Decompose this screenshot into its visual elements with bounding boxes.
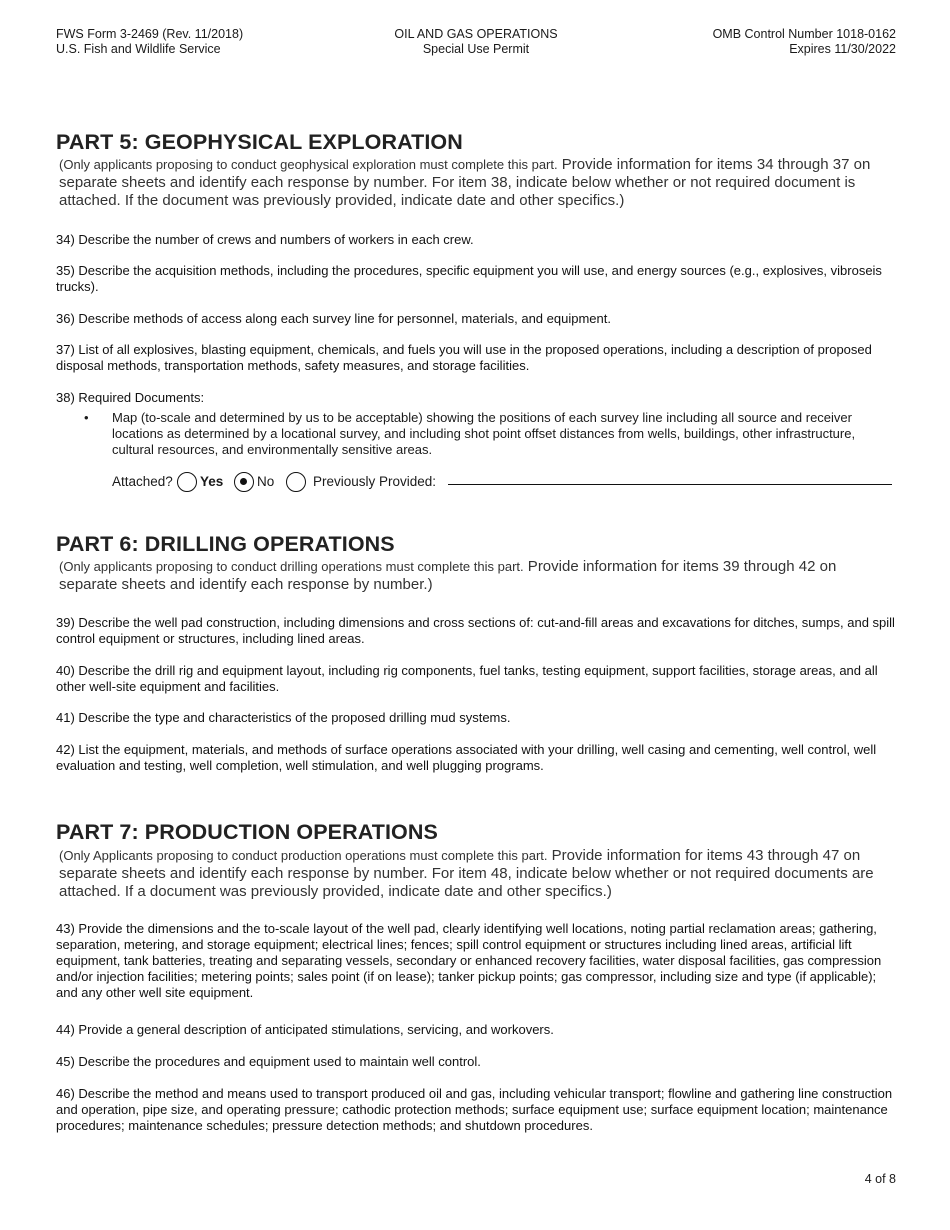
- previously-provided-label: Previously Provided:: [313, 474, 437, 489]
- form-id: FWS Form 3-2469 (Rev. 11/2018): [56, 27, 244, 41]
- form-subtitle: Special Use Permit: [422, 42, 530, 56]
- attached-yes-label: Yes: [200, 474, 224, 489]
- header-right: [713, 27, 896, 57]
- item-45: 45) Describe the procedures and equipment used to maintain well control.: [56, 1054, 481, 1069]
- part7-intro-small: (Only Applicants proposing to conduct production operations must complete this part.: [59, 848, 548, 863]
- form-title: OIL AND GAS OPERATIONS: [394, 27, 558, 41]
- part6-title: PART 6: DRILLING OPERATIONS: [56, 532, 395, 556]
- part5-intro-rest: Provide information for items 34 through 37 on separate sheets and identify each response by number. For item 38, indicate below whether or not required document is attached. If the document was previously provided, indicate date and other specifics.): [59, 156, 871, 209]
- expiration-date: Expires 11/30/2022: [789, 42, 896, 56]
- item-36: 36) Describe methods of access along each survey line for personnel, materials, and equipment.: [56, 311, 611, 326]
- item-42: 42) List the equipment, materials, and methods of surface operations associated with your drilling, well casing and cementing, well control, well evaluation and testing, well completion, well stimulation, and well plugging programs.: [56, 742, 877, 773]
- omb-control-number: OMB Control Number 1018-0162: [712, 27, 896, 41]
- item-40: 40) Describe the drill rig and equipment layout, including rig components, fuel tanks, testing equipment, support facilities, storage areas, and all other well-site equipment and facilities.: [56, 663, 878, 694]
- item-39: 39) Describe the well pad construction, including dimensions and cross sections of: cut-and-fill areas and excavations for ditches, sumps, and spill control equipment or structures, including lined areas.: [56, 615, 895, 646]
- previously-provided-radio[interactable]: [286, 472, 306, 492]
- part7-title: PART 7: PRODUCTION OPERATIONS: [56, 820, 438, 844]
- part6-intro-rest: Provide information for items 39 through 42 on separate sheets and identify each response by number.): [59, 558, 837, 593]
- attached-question-row: [112, 471, 902, 495]
- item-37: 37) List of all explosives, blasting equipment, chemicals, and fuels you will use in the proposed operations, including a description of proposed disposal methods, transportation methods, safety measures, and storage facilities.: [56, 342, 872, 373]
- part7-intro-rest: Provide information for items 43 through 47 on separate sheets and identify each response by number. For item 48, indicate below whether or not required documents are attached. If a document was previously provided, indicate date and other specifics.): [59, 847, 874, 900]
- part6-intro: [59, 558, 897, 594]
- form-page: [56, 0, 896, 1230]
- part5-intro: [59, 156, 897, 210]
- item-43: 43) Provide the dimensions and the to-scale layout of the well pad, clearly identifying well locations, noting partial reclamation areas; gathering, separation, metering, and storage equipment; electrical lines; fences; spill control equipment or structures including lined areas, artificial lift equipment, tank batteries, treating and separating vessels, secondary or enhanced recovery facilities, water disposal facilities, gas compression and/or injection facilities; metering points; sales point (if on lease); tanker pickup points; gas compressor, including size and type (if applicable); and any other well site equipment.: [56, 921, 882, 1000]
- part7-intro: [59, 847, 897, 901]
- item-35: 35) Describe the acquisition methods, including the procedures, specific equipment you will use, and energy sources (e.g., explosives, vibroseis trucks).: [56, 263, 882, 294]
- item-41: 41) Describe the type and characteristics of the proposed drilling mud systems.: [56, 710, 511, 725]
- previously-provided-input[interactable]: [448, 484, 892, 485]
- attached-no-label: No: [257, 474, 275, 489]
- item-34: 34) Describe the number of crews and numbers of workers in each crew.: [56, 232, 474, 247]
- attached-no-radio[interactable]: [234, 472, 254, 492]
- part5-intro-small: (Only applicants proposing to conduct geophysical exploration must complete this part.: [59, 157, 558, 172]
- map-requirement-text: Map (to-scale and determined by us to be acceptable) showing the positions of each survey line including all source and receiver locations as determined by a locational survey, and including shot point offset distances from wells, buildings, other infrastructure, cultural resources, and environmentally sensitive areas.: [112, 410, 856, 457]
- attached-yes-radio[interactable]: [177, 472, 197, 492]
- item-44: 44) Provide a general description of anticipated stimulations, servicing, and workovers.: [56, 1022, 554, 1037]
- page-number: 4 of 8: [864, 1172, 896, 1186]
- bullet-dot: •: [84, 410, 89, 425]
- part5-title: PART 5: GEOPHYSICAL EXPLORATION: [56, 130, 463, 154]
- item-46: 46) Describe the method and means used to transport produced oil and gas, including vehicular transport; flowline and gathering line construction and operation, pipe size, and operating pressure; cathodic protection methods; surface equipment use; surface equipment location; maintenance procedures; maintenance schedules; pressure detection methods; and shutdown procedures.: [56, 1086, 893, 1133]
- item-38: 38) Required Documents:: [56, 390, 205, 405]
- agency-name: U.S. Fish and Wildlife Service: [56, 42, 221, 56]
- part6-intro-small: (Only applicants proposing to conduct drilling operations must complete this part.: [59, 559, 524, 574]
- attached-label: Attached?: [112, 474, 173, 489]
